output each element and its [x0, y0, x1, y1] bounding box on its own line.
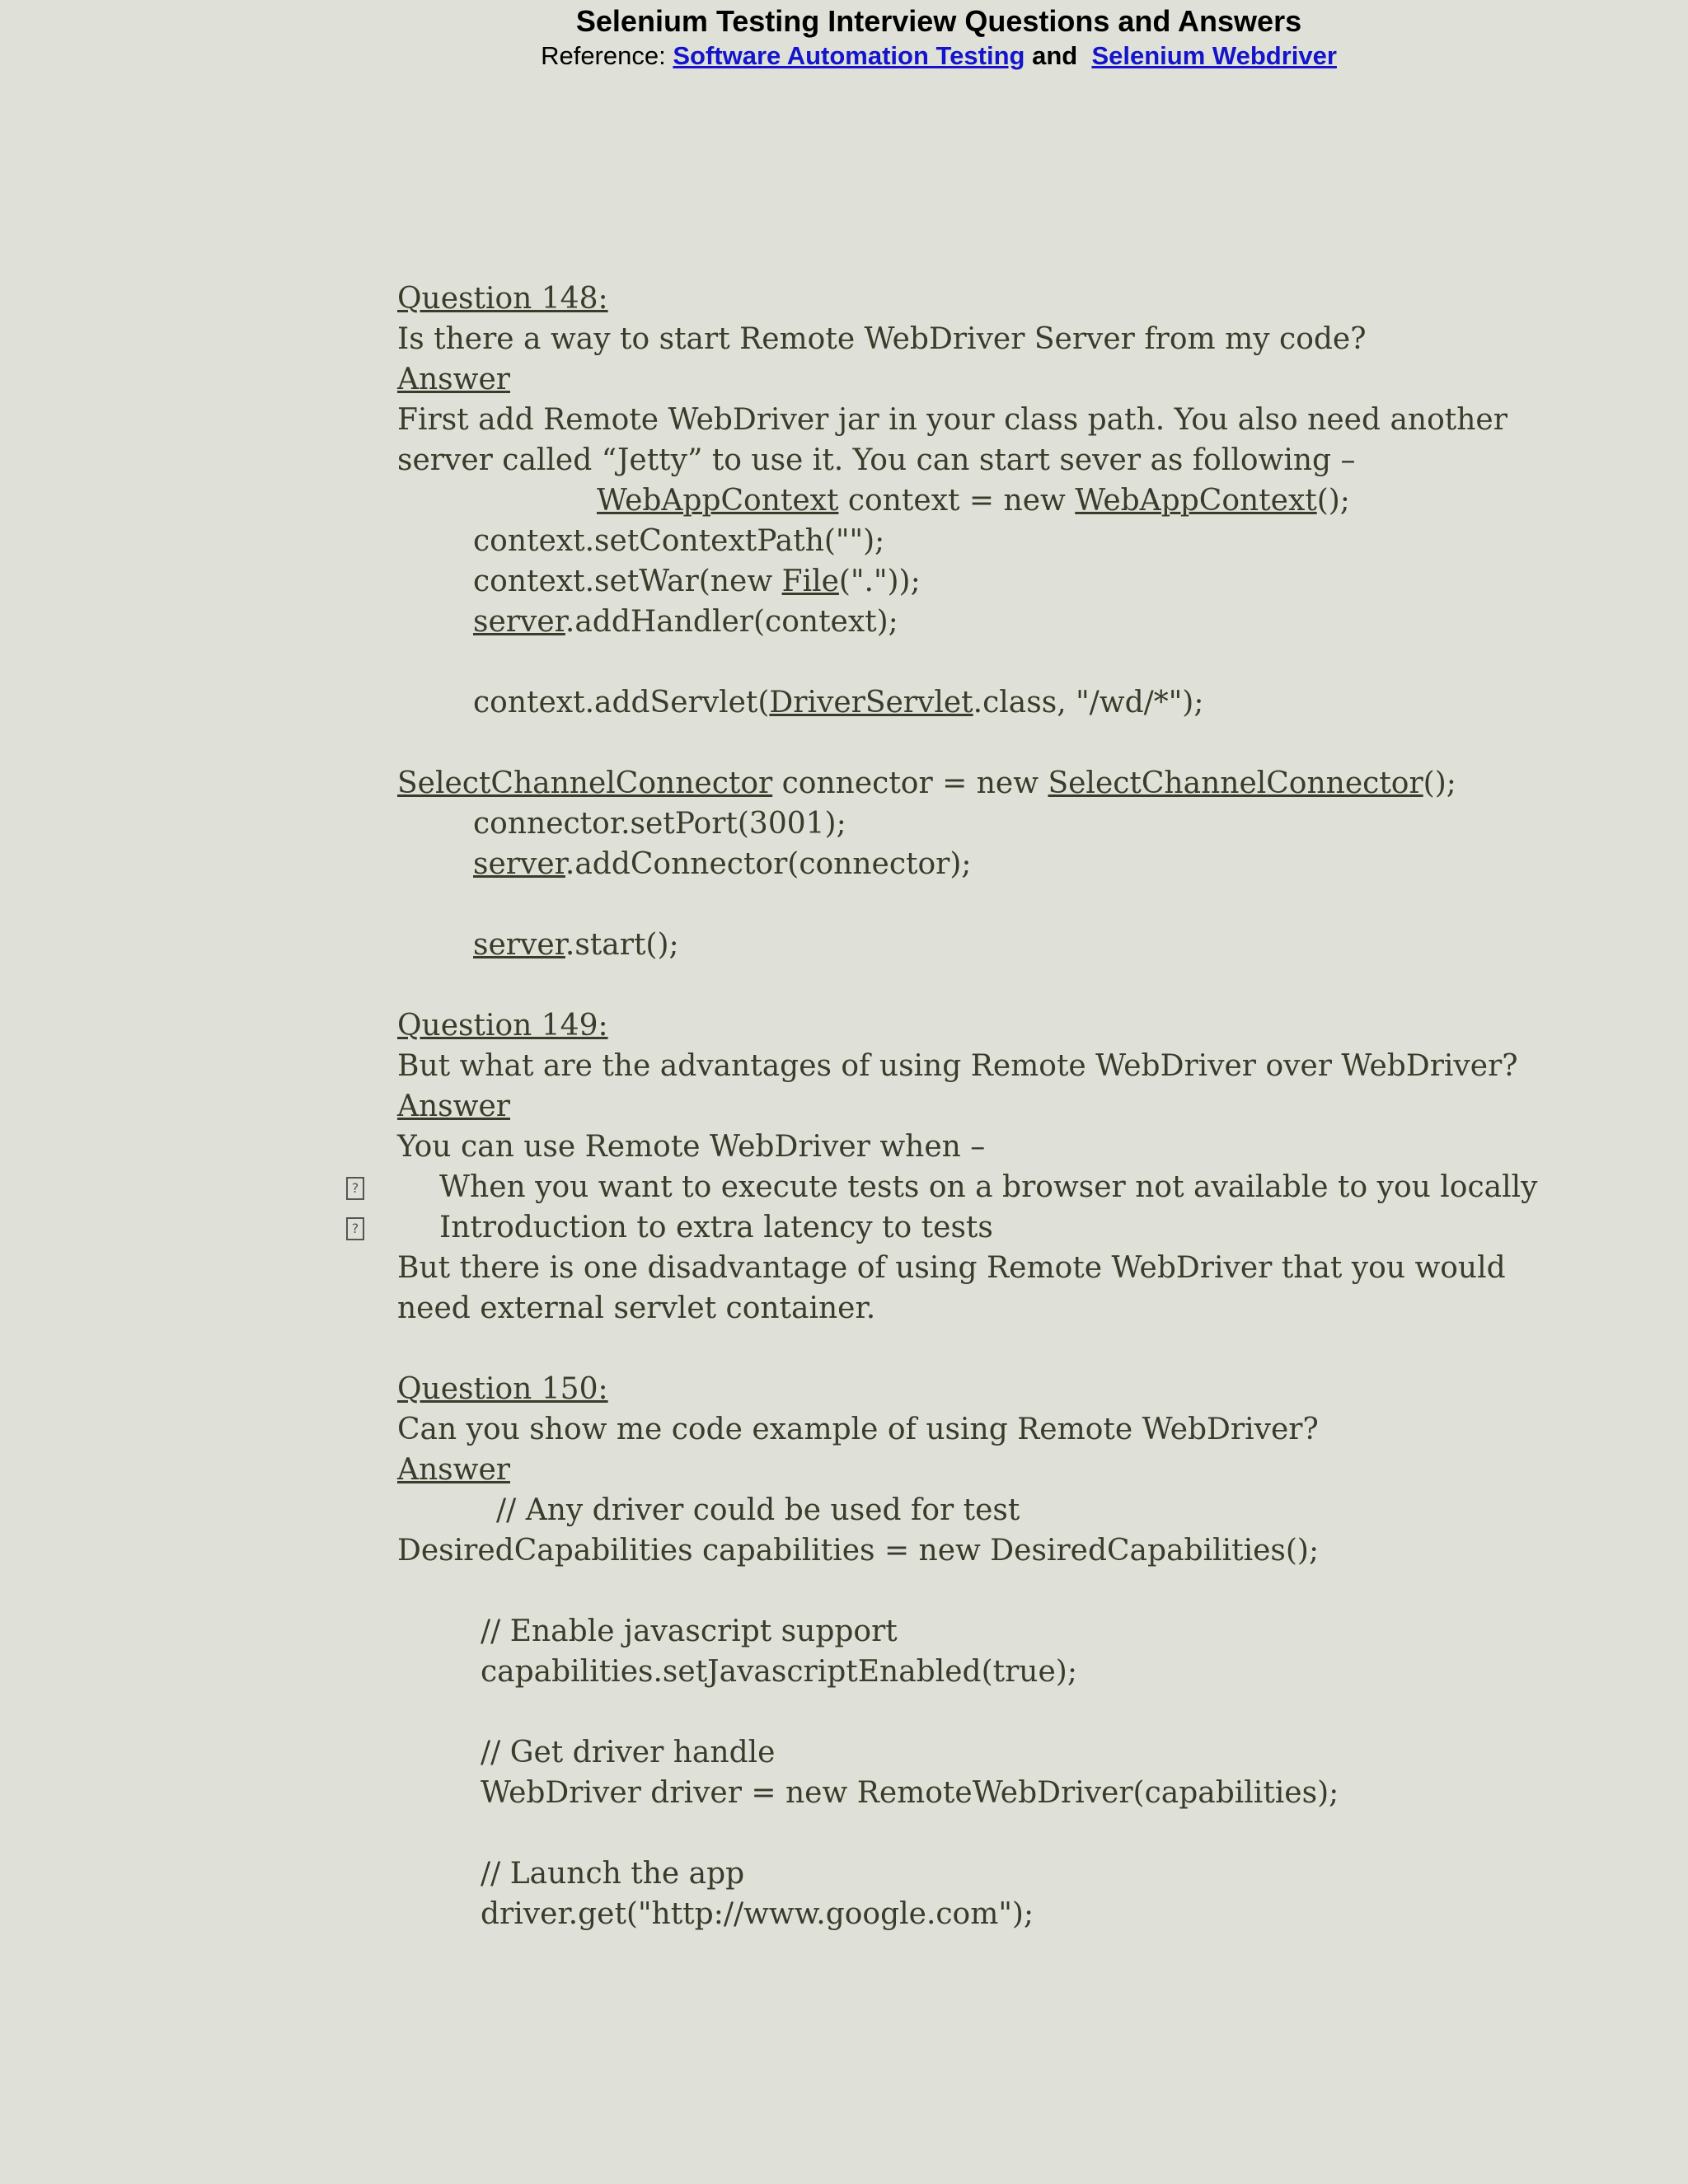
code-comment: // Launch the app — [481, 1857, 745, 1891]
question-149-text: But what are the advantages of using Remote WebDriver over WebDriver? — [397, 1049, 1518, 1083]
question-149-outro: But there is one disadvantage of using Remote WebDriver that you would — [397, 1251, 1506, 1285]
reference-line — [0, 40, 1688, 73]
code-token: context = new — [838, 484, 1076, 518]
code-token: server — [473, 928, 565, 962]
code-token: DriverServlet — [769, 686, 973, 719]
code-line — [473, 926, 679, 965]
selenium-webdriver-link[interactable]: Selenium Webdriver — [1091, 41, 1337, 70]
code-token: server — [473, 847, 565, 881]
code-line: context.setContextPath(""); — [473, 524, 885, 558]
code-line: WebDriver driver = new RemoteWebDriver(capabilities); — [481, 1776, 1339, 1810]
question-148-answer-line: First add Remote WebDriver jar in your class path. You also need another — [397, 403, 1507, 437]
code-token: (".")); — [838, 565, 921, 598]
code-line — [597, 481, 1350, 521]
code-line: driver.get("http://www.google.com"); — [481, 1897, 1034, 1931]
code-token: .addHandler(context); — [565, 605, 898, 639]
reference-prefix: Reference: — [541, 41, 673, 70]
question-148-text: Is there a way to start Remote WebDriver Server from my code? — [397, 322, 1367, 356]
code-token: .addConnector(connector); — [565, 847, 972, 881]
code-token: (); — [1316, 484, 1350, 518]
list-item: When you want to execute tests on a browser not available to you locally — [439, 1170, 1538, 1204]
question-150-text: Can you show me code example of using Remote WebDriver? — [397, 1413, 1319, 1446]
code-token: SelectChannelConnector — [397, 766, 773, 800]
list-item: Introduction to extra latency to tests — [439, 1211, 993, 1244]
question-148-label: Question 148: — [397, 282, 608, 316]
code-comment: // Any driver could be used for test — [496, 1493, 1020, 1527]
code-comment: // Get driver handle — [481, 1736, 776, 1769]
code-token: File — [781, 565, 839, 598]
code-token: context.setWar(new — [473, 565, 782, 598]
code-line — [473, 562, 921, 602]
code-token: (); — [1423, 766, 1456, 800]
question-149-outro: need external servlet container. — [397, 1291, 876, 1325]
question-148-answer-label: Answer — [397, 363, 510, 396]
code-line — [473, 683, 1203, 723]
code-token: server — [473, 605, 565, 639]
question-149-intro: You can use Remote WebDriver when – — [397, 1130, 986, 1164]
code-token: .class, "/wd/*"); — [973, 686, 1204, 719]
bullet-icon: ? — [346, 1217, 364, 1240]
bullet-icon: ? — [346, 1177, 364, 1200]
code-line: DesiredCapabilities capabilities = new DesiredCapabilities(); — [397, 1534, 1320, 1568]
question-150-answer-label: Answer — [397, 1453, 510, 1487]
code-token: context.addServlet( — [473, 686, 770, 719]
code-line: connector.setPort(3001); — [473, 807, 846, 841]
code-line — [397, 764, 1456, 804]
code-line: capabilities.setJavascriptEnabled(true); — [481, 1655, 1077, 1689]
code-token: .start(); — [565, 928, 679, 962]
question-150-label: Question 150: — [397, 1372, 608, 1406]
code-line — [473, 845, 972, 884]
page-title: Selenium Testing Interview Questions and Answers — [575, 4, 1302, 38]
question-149-label: Question 149: — [397, 1009, 608, 1043]
code-comment: // Enable javascript support — [481, 1615, 898, 1648]
code-token: connector = new — [772, 766, 1048, 800]
software-automation-testing-link[interactable]: Software Automation Testing — [673, 41, 1025, 70]
code-token: WebAppContext — [597, 484, 839, 518]
reference-and: and — [1032, 41, 1078, 70]
question-148-answer-line: server called “Jetty” to use it. You can start sever as following – — [397, 443, 1356, 477]
code-line — [473, 602, 898, 642]
page-header — [0, 0, 1688, 73]
question-149-answer-label: Answer — [397, 1090, 510, 1123]
code-token: WebAppContext — [1075, 484, 1317, 518]
code-token: SelectChannelConnector — [1048, 766, 1423, 800]
